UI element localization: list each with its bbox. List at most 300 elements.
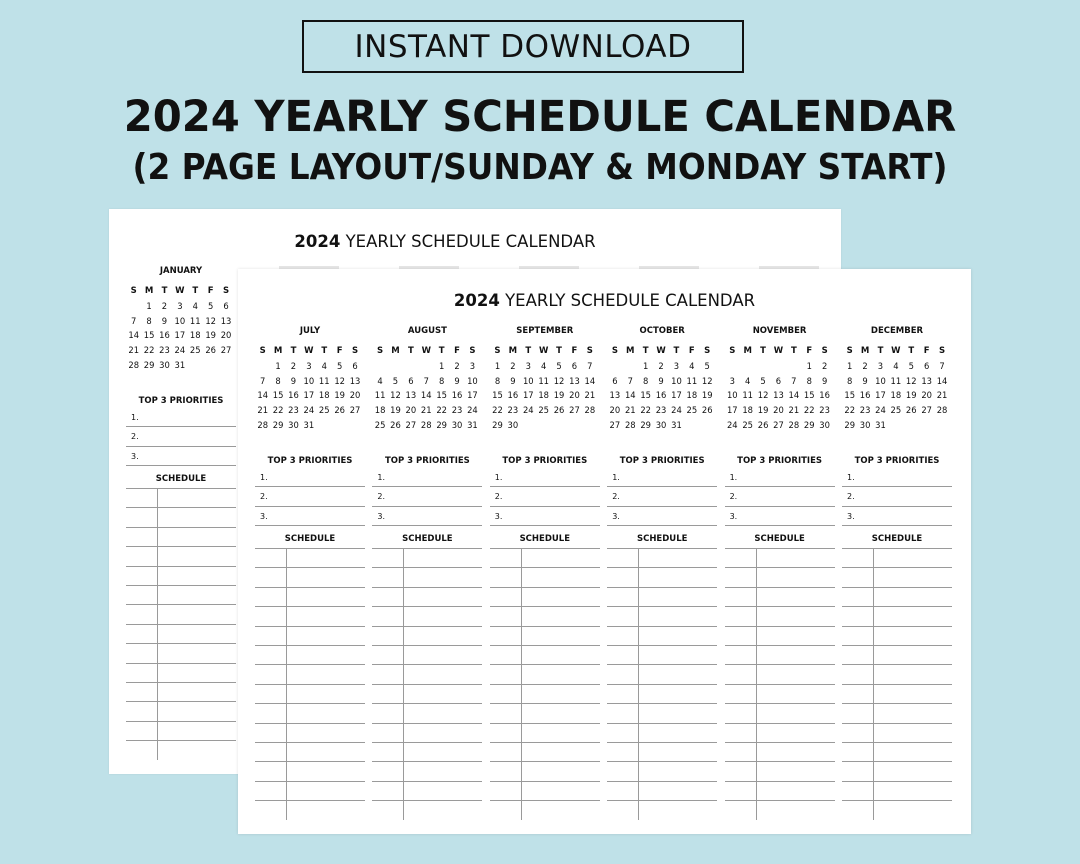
day-cell: 17 — [467, 390, 478, 401]
day-cell: 7 — [627, 375, 633, 386]
empty-day-cell — [521, 418, 536, 433]
day-cell: 12 — [905, 375, 917, 386]
weekday-header: T — [161, 286, 168, 296]
schedule-row — [842, 723, 952, 742]
day-cell: 24 — [467, 405, 478, 416]
day-cell: 27 — [569, 405, 580, 416]
priority-line: 1. — [842, 468, 952, 488]
day-cell: 1 — [847, 360, 853, 371]
schedule-row — [255, 606, 365, 625]
weekday-header: T — [525, 346, 532, 356]
day-cell: 31 — [875, 419, 886, 430]
schedule-row — [126, 585, 236, 604]
day-cell: 20 — [773, 405, 784, 416]
day-cell: 28 — [584, 405, 596, 416]
schedule-row — [372, 645, 482, 664]
weekday-header: S — [611, 346, 618, 356]
day-cell: 5 — [760, 375, 766, 386]
schedule-row — [255, 548, 365, 567]
instant-download-badge: INSTANT DOWNLOAD — [302, 20, 744, 73]
day-cell: 23 — [288, 405, 299, 416]
empty-day-cell — [317, 418, 332, 433]
empty-day-cell — [567, 433, 582, 448]
day-cell: 19 — [334, 390, 345, 401]
day-cell: 26 — [334, 405, 345, 416]
day-cell: 24 — [726, 419, 738, 430]
day-cell: 6 — [352, 360, 358, 371]
priorities-heading: TOP 3 PRIORITIES — [267, 455, 353, 466]
schedule-grid — [490, 548, 600, 819]
day-cell: 2 — [658, 360, 664, 371]
day-cell: 12 — [390, 390, 401, 401]
schedule-grid — [126, 488, 236, 759]
empty-day-cell — [919, 433, 934, 448]
day-cell: 20 — [569, 390, 580, 401]
priority-line: 3. — [607, 507, 717, 527]
weekday-header: T — [407, 346, 414, 356]
day-cell: 13 — [569, 375, 580, 386]
month-block — [490, 326, 600, 820]
weekday-header: T — [790, 346, 797, 356]
schedule-row — [725, 684, 835, 703]
day-cell: 10 — [671, 375, 682, 386]
empty-day-cell — [919, 418, 934, 433]
day-cell: 28 — [257, 419, 269, 430]
day-cell: 7 — [131, 315, 137, 326]
schedule-row — [255, 587, 365, 606]
day-cell: 11 — [318, 375, 330, 386]
day-cell: 16 — [859, 390, 871, 401]
weekday-header: T — [290, 346, 297, 356]
day-cell: 2 — [862, 360, 868, 371]
day-cell: 5 — [908, 360, 914, 371]
day-cell: 11 — [686, 375, 698, 386]
day-cell: 26 — [205, 345, 216, 356]
day-cell: 30 — [819, 419, 830, 430]
empty-day-cell — [255, 359, 270, 374]
empty-day-cell — [434, 433, 449, 448]
schedule-row — [842, 742, 952, 761]
day-cell: 6 — [612, 375, 618, 386]
empty-day-cell — [740, 359, 755, 374]
empty-day-cell — [551, 418, 566, 433]
schedule-row — [126, 488, 236, 507]
schedule-row — [372, 548, 482, 567]
empty-day-cell — [255, 433, 270, 448]
schedule-grid — [842, 548, 952, 819]
weekday-header: M — [743, 346, 752, 356]
day-cell: 16 — [819, 390, 830, 401]
schedule-row — [842, 761, 952, 780]
day-cell: 22 — [640, 405, 651, 416]
schedule-row — [372, 703, 482, 722]
empty-day-cell — [465, 433, 480, 448]
day-cell: 19 — [205, 330, 216, 341]
day-cell: 31 — [303, 419, 315, 430]
priorities-heading: TOP 3 PRIORITIES — [384, 455, 470, 466]
day-cell: 16 — [507, 390, 519, 401]
priority-line: 3. — [126, 447, 236, 467]
day-cell: 2 — [821, 360, 828, 371]
schedule-grid — [607, 548, 717, 819]
day-cell: 29 — [272, 419, 284, 430]
day-cell: 14 — [584, 375, 596, 386]
month-calendar-grid — [607, 344, 717, 448]
day-cell: 15 — [803, 390, 815, 401]
schedule-row — [607, 723, 717, 742]
schedule-row — [372, 626, 482, 645]
day-cell: 28 — [128, 359, 140, 370]
day-cell: 1 — [146, 300, 152, 311]
day-cell: 17 — [875, 390, 886, 401]
weekday-header: S — [222, 286, 230, 296]
day-cell: 25 — [742, 419, 754, 430]
day-cell: 28 — [788, 419, 800, 430]
day-cell: 3 — [525, 360, 531, 371]
schedule-row — [607, 587, 717, 606]
day-cell: 23 — [859, 405, 871, 416]
month-calendar-grid — [842, 344, 952, 448]
day-cell: 22 — [803, 405, 815, 416]
empty-day-cell — [638, 433, 653, 448]
empty-day-cell — [347, 418, 362, 433]
day-cell: 15 — [640, 390, 651, 401]
day-cell: 18 — [538, 390, 549, 401]
schedule-row — [490, 800, 600, 819]
schedule-row — [842, 800, 952, 819]
weekday-header: S — [469, 346, 476, 356]
schedule-row — [372, 800, 482, 819]
day-cell: 3 — [177, 300, 183, 311]
day-cell: 12 — [553, 375, 565, 386]
schedule-row — [490, 645, 600, 664]
month-calendar-grid — [725, 344, 835, 448]
schedule-row — [126, 624, 236, 643]
month-name: AUGUST — [407, 326, 447, 336]
weekday-header: S — [704, 346, 711, 356]
weekday-header: W — [421, 346, 431, 356]
day-cell: 25 — [318, 405, 330, 416]
day-cell: 13 — [349, 375, 361, 386]
day-cell: 10 — [467, 375, 478, 386]
weekday-header: S — [938, 346, 946, 356]
day-cell: 25 — [890, 405, 902, 416]
day-cell: 9 — [454, 375, 460, 386]
weekday-header: T — [760, 346, 766, 356]
day-cell: 29 — [803, 419, 815, 430]
day-cell: 8 — [275, 375, 281, 386]
schedule-row — [255, 684, 365, 703]
schedule-row — [490, 781, 600, 800]
weekday-header: S — [729, 346, 736, 356]
page-title-text: YEARLY SCHEDULE CALENDAR — [499, 291, 756, 310]
schedule-heading: SCHEDULE — [284, 534, 336, 545]
empty-day-cell — [607, 433, 622, 448]
schedule-row — [607, 645, 717, 664]
day-cell: 6 — [775, 375, 782, 386]
schedule-row — [490, 548, 600, 567]
weekday-header: S — [494, 346, 501, 356]
weekday-header: M — [860, 346, 870, 356]
empty-day-cell — [126, 299, 141, 314]
day-cell: 16 — [159, 330, 170, 341]
day-cell: 27 — [609, 419, 621, 430]
month-name: JULY — [299, 326, 321, 336]
empty-day-cell — [888, 418, 903, 433]
calendar-page-front — [238, 269, 971, 834]
day-cell: 21 — [257, 405, 269, 416]
weekday-header: F — [336, 346, 343, 356]
day-cell: 22 — [844, 405, 856, 416]
day-cell: 9 — [161, 315, 168, 326]
day-cell: 27 — [921, 405, 932, 416]
day-cell: 1 — [642, 360, 649, 371]
day-cell: 4 — [377, 375, 383, 386]
priority-line: 3. — [725, 507, 835, 527]
schedule-row — [255, 664, 365, 683]
schedule-row — [372, 781, 482, 800]
schedule-heading: SCHEDULE — [636, 534, 688, 545]
schedule-divider — [638, 548, 639, 819]
day-cell: 29 — [492, 419, 503, 430]
schedule-divider — [873, 548, 874, 819]
weekday-header: S — [377, 346, 384, 356]
priority-line: 2. — [607, 487, 717, 507]
day-cell: 14 — [788, 390, 800, 401]
day-cell: 25 — [374, 419, 386, 430]
day-cell: 17 — [522, 390, 534, 401]
schedule-row — [725, 761, 835, 780]
day-cell: 30 — [507, 419, 519, 430]
day-cell: 3 — [469, 360, 476, 371]
empty-day-cell — [188, 373, 203, 388]
day-cell: 25 — [686, 405, 698, 416]
day-cell: 15 — [272, 390, 284, 401]
day-cell: 15 — [436, 390, 447, 401]
empty-day-cell — [449, 433, 464, 448]
day-cell: 29 — [436, 419, 447, 430]
empty-day-cell — [934, 418, 949, 433]
day-cell: 5 — [207, 300, 214, 311]
month-calendar-grid — [255, 344, 365, 448]
priorities-heading: TOP 3 PRIORITIES — [138, 395, 224, 406]
empty-day-cell — [817, 433, 832, 448]
day-cell: 8 — [847, 375, 853, 386]
empty-day-cell — [317, 433, 332, 448]
day-cell: 22 — [272, 405, 284, 416]
schedule-divider — [521, 548, 522, 819]
schedule-row — [725, 703, 835, 722]
empty-day-cell — [203, 358, 218, 373]
weekday-header: M — [144, 286, 154, 296]
day-cell: 11 — [742, 390, 754, 401]
day-cell: 13 — [921, 375, 932, 386]
weekday-header: S — [846, 346, 853, 356]
schedule-row — [490, 761, 600, 780]
schedule-grid — [725, 548, 835, 819]
weekday-header: S — [351, 346, 359, 356]
empty-day-cell — [653, 433, 668, 448]
month-name: DECEMBER — [870, 326, 924, 336]
schedule-row — [725, 645, 835, 664]
empty-day-cell — [388, 359, 403, 374]
priorities-heading: TOP 3 PRIORITIES — [502, 455, 588, 466]
day-cell: 6 — [571, 360, 578, 371]
day-cell: 8 — [642, 375, 649, 386]
day-cell: 2 — [454, 360, 460, 371]
day-cell: 21 — [584, 390, 596, 401]
day-cell: 21 — [788, 405, 800, 416]
day-cell: 17 — [174, 330, 186, 341]
day-cell: 29 — [844, 419, 856, 430]
schedule-row — [126, 527, 236, 546]
empty-day-cell — [332, 433, 347, 448]
empty-day-cell — [270, 433, 285, 448]
day-cell: 8 — [146, 315, 152, 326]
empty-day-cell — [521, 433, 536, 448]
day-cell: 18 — [189, 330, 201, 341]
day-cell: 7 — [260, 375, 266, 386]
day-cell: 9 — [862, 375, 868, 386]
priority-line: 2. — [725, 487, 835, 507]
schedule-row — [126, 740, 236, 759]
weekday-header: S — [259, 346, 266, 356]
empty-day-cell — [172, 373, 187, 388]
day-cell: 9 — [821, 375, 828, 386]
page-title — [238, 291, 971, 310]
schedule-row — [607, 684, 717, 703]
day-cell: 23 — [159, 345, 170, 356]
day-cell: 7 — [423, 375, 429, 386]
day-cell: 12 — [701, 375, 713, 386]
schedule-grid — [372, 548, 482, 819]
month-name: SEPTEMBER — [516, 326, 574, 336]
month-name: OCTOBER — [639, 326, 685, 336]
day-cell: 26 — [757, 419, 769, 430]
weekday-header: F — [207, 286, 214, 296]
schedule-row — [372, 761, 482, 780]
schedule-row — [490, 664, 600, 683]
day-cell: 2 — [161, 300, 168, 311]
priority-line: 2. — [372, 487, 482, 507]
schedule-row — [372, 723, 482, 742]
empty-day-cell — [873, 433, 888, 448]
schedule-row — [490, 703, 600, 722]
day-cell: 4 — [745, 375, 751, 386]
weekday-header: F — [454, 346, 460, 356]
day-cell: 24 — [522, 405, 534, 416]
weekday-header: W — [175, 286, 185, 296]
schedule-row — [126, 604, 236, 623]
month-block — [255, 326, 365, 820]
empty-day-cell — [684, 433, 699, 448]
schedule-row — [842, 626, 952, 645]
weekday-header: T — [321, 346, 328, 356]
weekday-header: T — [908, 346, 915, 356]
weekday-header: W — [304, 346, 314, 356]
day-cell: 30 — [451, 419, 463, 430]
schedule-row — [842, 684, 952, 703]
empty-day-cell — [505, 433, 520, 448]
schedule-row — [725, 781, 835, 800]
empty-day-cell — [419, 433, 434, 448]
day-cell: 3 — [877, 360, 884, 371]
day-cell: 14 — [257, 390, 269, 401]
schedule-row — [255, 723, 365, 742]
day-cell: 1 — [494, 360, 501, 371]
empty-day-cell — [684, 418, 699, 433]
day-cell: 16 — [288, 390, 299, 401]
day-cell: 31 — [467, 419, 478, 430]
schedule-row — [255, 645, 365, 664]
schedule-row — [607, 626, 717, 645]
schedule-row — [607, 761, 717, 780]
month-block — [126, 266, 236, 760]
empty-day-cell — [536, 418, 551, 433]
schedule-row — [607, 781, 717, 800]
day-cell: 10 — [303, 375, 315, 386]
day-cell: 22 — [143, 345, 155, 356]
day-cell: 10 — [522, 375, 534, 386]
schedule-divider — [157, 488, 158, 759]
empty-day-cell — [842, 433, 857, 448]
empty-day-cell — [786, 359, 801, 374]
day-cell: 7 — [587, 360, 593, 371]
month-block — [725, 326, 835, 820]
month-block — [607, 326, 717, 820]
day-cell: 30 — [859, 419, 871, 430]
day-cell: 26 — [701, 405, 713, 416]
schedule-row — [725, 587, 835, 606]
schedule-row — [607, 742, 717, 761]
day-cell: 1 — [275, 360, 281, 371]
day-cell: 30 — [655, 419, 667, 430]
day-cell: 6 — [923, 360, 930, 371]
empty-day-cell — [623, 359, 638, 374]
schedule-row — [842, 703, 952, 722]
day-cell: 5 — [704, 360, 710, 371]
priority-line: 1. — [255, 468, 365, 488]
priority-line: 2. — [126, 427, 236, 447]
day-cell: 20 — [220, 330, 232, 341]
schedule-divider — [756, 548, 757, 819]
day-cell: 19 — [553, 390, 565, 401]
day-cell: 24 — [174, 345, 186, 356]
day-cell: 10 — [726, 390, 738, 401]
weekday-header: F — [688, 346, 695, 356]
weekday-header: T — [673, 346, 680, 356]
empty-day-cell — [904, 433, 919, 448]
weekday-header: W — [538, 346, 549, 356]
day-cell: 3 — [729, 375, 735, 386]
weekday-header: S — [130, 286, 137, 296]
schedule-row — [490, 684, 600, 703]
priority-line: 3. — [842, 507, 952, 527]
day-cell: 12 — [334, 375, 345, 386]
day-cell: 8 — [438, 375, 445, 386]
schedule-divider — [403, 548, 404, 819]
empty-day-cell — [157, 373, 172, 388]
empty-day-cell — [490, 433, 505, 448]
schedule-row — [842, 781, 952, 800]
priority-line: 1. — [490, 468, 600, 488]
day-cell: 26 — [905, 405, 917, 416]
day-cell: 20 — [405, 405, 417, 416]
priority-line: 1. — [725, 468, 835, 488]
empty-day-cell — [203, 373, 218, 388]
empty-day-cell — [904, 418, 919, 433]
schedule-row — [255, 742, 365, 761]
